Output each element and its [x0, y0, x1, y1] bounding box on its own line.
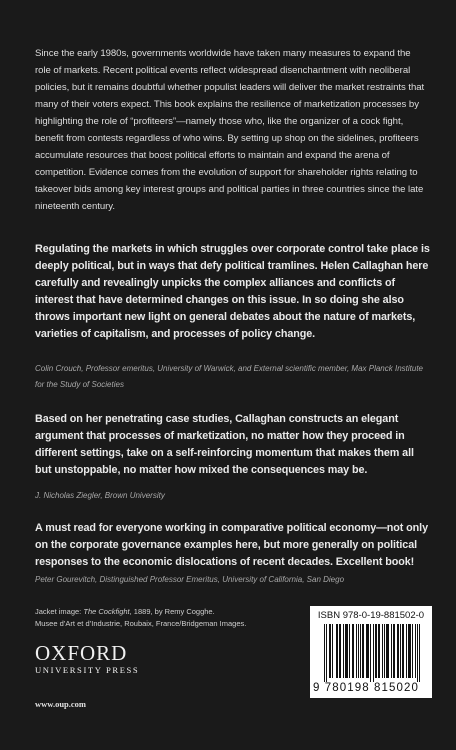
- barcode-bar: [409, 624, 410, 678]
- barcode-bar: [397, 624, 398, 678]
- review-1-text: Regulating the markets in which struggles over corporate control take place is deeply political, but in ways that defy political tramlines. Helen Callaghan here carefully and revealingly unpicks the complex alliances and conflicts of interest that have determined changes on this issue. In so doing she also throws important new light on general debates about the nature of markets, varieties of capitalism, and processes of policy change.: [35, 243, 430, 340]
- barcode-bar: [417, 624, 418, 682]
- barcode-bar: [360, 624, 361, 678]
- review-1-attribution: Colin Crouch, Professor emeritus, University of Warwick, and External scientific member, Max Planck Institute for the Study of Societies: [35, 364, 423, 389]
- barcode-bars: [324, 624, 420, 684]
- barcode-bar: [412, 624, 413, 678]
- barcode-digits: 9 780198 815020: [313, 682, 420, 694]
- publisher-name: OXFORD: [35, 641, 128, 665]
- barcode-bar: [393, 624, 394, 678]
- barcode-bar: [332, 624, 333, 678]
- barcode-bar: [388, 624, 389, 678]
- barcode-bar: [370, 624, 371, 682]
- jacket-credit-suffix: , 1889, by Remy Cogghe.: [129, 607, 215, 616]
- barcode-bar: [402, 624, 403, 678]
- barcode-bar: [353, 624, 354, 678]
- barcode-bar: [349, 624, 350, 678]
- barcode-bar: [367, 624, 368, 678]
- barcode-bar: [324, 624, 325, 682]
- barcode-bar: [362, 624, 363, 678]
- jacket-image-title: The Cockfight: [83, 607, 130, 616]
- barcode-bar: [352, 624, 353, 678]
- barcode-bar: [382, 624, 383, 678]
- barcode-bar: [343, 624, 344, 678]
- barcode-bar: [408, 624, 409, 678]
- barcode-bar: [329, 624, 330, 678]
- barcode-bar: [394, 624, 395, 678]
- barcode-bar: [336, 624, 337, 678]
- barcode-bar: [363, 624, 364, 678]
- jacket-credit-line-1: [35, 606, 285, 618]
- isbn-label: ISBN 978-0-19-881502-0: [317, 610, 425, 621]
- barcode-bar: [340, 624, 341, 678]
- jacket-credit: [35, 606, 285, 630]
- jacket-credit-prefix: Jacket image:: [35, 607, 84, 616]
- barcode-bar: [391, 624, 392, 678]
- review-3-attribution: Peter Gourevitch, Distinguished Professor Emeritus, University of California, San Diego: [35, 575, 345, 584]
- barcode-bar: [368, 624, 369, 678]
- barcode-bar: [379, 624, 380, 678]
- barcode-bar: [326, 624, 327, 682]
- barcode-bar: [373, 624, 374, 682]
- isbn-barcode: [310, 606, 432, 698]
- barcode-bar: [384, 624, 385, 678]
- barcode-bar: [403, 624, 404, 678]
- barcode-bar: [378, 624, 379, 678]
- barcode-bar: [347, 624, 348, 678]
- barcode-bar: [406, 624, 407, 678]
- publisher-subname: UNIVERSITY PRESS: [35, 665, 140, 675]
- barcode-bar: [410, 624, 411, 678]
- barcode-bar: [386, 624, 387, 678]
- barcode-bar: [400, 624, 401, 678]
- barcode-bar: [356, 624, 357, 678]
- barcode-bar: [387, 624, 388, 678]
- barcode-bar: [376, 624, 377, 678]
- barcode-bar: [358, 624, 359, 678]
- review-2-text: Based on her penetrating case studies, Callaghan constructs an elegant argument that processes of marketization, no matter how they proceed in different settings, take on a self-reinforcing momentum that makes them all but unstoppable, no matter how mixed the consequences may be.: [35, 413, 414, 476]
- book-blurb: Since the early 1980s, governments worldwide have taken many measures to expand the role of markets. Recent political events reflect widespread disenchantment with neoliberal policies, but it remains doubtful whether populist leaders will deliver the market restraints that many of their voters expect. This book explains the resilience of marketization processes by highlighting the role of “profiteers”—namely those who, like the organizer of a cock fight, benefit from contests regardless of who wins. By setting up shop on the sidelines, profiteers accumulate resources that boost political efforts to maintain and expand the arena of competition. Evidence comes from the evolution of support for shareholder rights relating to takeover bids among key interest groups and political parties in three countries since the late nineteenth century.: [35, 48, 425, 212]
- barcode-bar: [366, 624, 367, 678]
- barcode-bar: [337, 624, 338, 678]
- publisher-logo: [35, 642, 139, 676]
- barcode-bar: [345, 624, 346, 678]
- barcode-bar: [375, 624, 376, 678]
- review-2-attribution: J. Nicholas Ziegler, Brown University: [35, 491, 165, 500]
- review-3-text: A must read for everyone working in comparative political economy—not only on the corporate governance examples here, but more generally on political responses to the economic dislocations of recent decades. Excellent book!: [35, 522, 428, 568]
- barcode-bar: [415, 624, 416, 678]
- publisher-url[interactable]: www.oup.com: [35, 699, 87, 709]
- jacket-credit-line-2: Musee d’Art et d’Industrie, Roubaix, France/Bridgeman Images.: [35, 619, 247, 628]
- barcode-bar: [330, 624, 331, 678]
- barcode-bar: [398, 624, 399, 678]
- barcode-bar: [419, 624, 420, 682]
- barcode-bar: [346, 624, 347, 678]
- barcode-bar: [339, 624, 340, 678]
